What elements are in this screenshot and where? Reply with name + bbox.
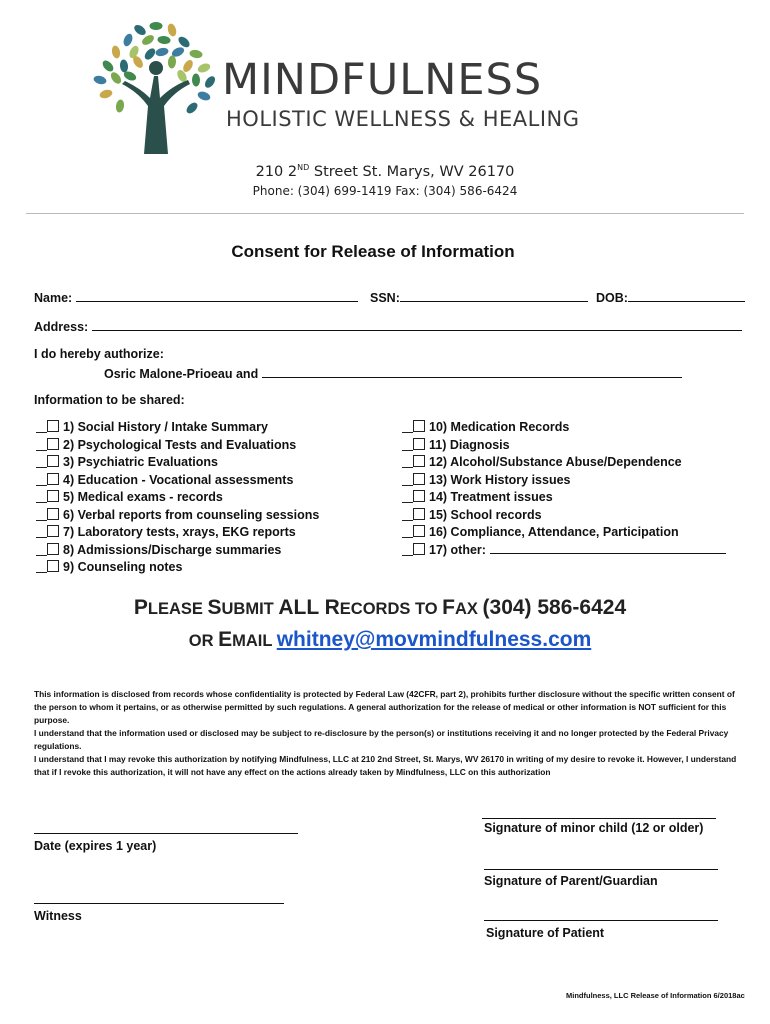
form-title: Consent for Release of Information <box>231 242 515 261</box>
info-checkbox-item[interactable] <box>47 542 281 560</box>
checkbox-label: 1) Social History / Intake Summary <box>63 420 268 434</box>
form-footer: Mindfulness, LLC Release of Information 6/2018ac <box>566 991 745 1000</box>
dob-field[interactable]: DOB: <box>596 290 745 305</box>
legal-notice <box>34 688 740 779</box>
checkbox-label: 8) Admissions/Discharge summaries <box>63 542 282 557</box>
checkbox[interactable] <box>47 525 59 537</box>
brand-tagline: HOLISTIC WELLNESS & HEALING <box>226 107 580 131</box>
checkbox[interactable] <box>47 508 59 520</box>
ssn-field[interactable]: SSN: <box>370 290 588 305</box>
logo-leaf <box>140 33 155 47</box>
info-checkbox-item[interactable] <box>47 419 268 437</box>
info-shared-label: Information to be shared: <box>34 393 185 407</box>
authorize-label: I do hereby authorize: <box>34 347 164 361</box>
logo-leaf <box>192 73 200 86</box>
info-checkbox-item[interactable] <box>413 507 542 525</box>
info-checkbox-item[interactable] <box>47 559 182 577</box>
checkbox[interactable] <box>413 543 425 555</box>
checkbox-label: 14) Treatment issues <box>429 490 553 504</box>
checkbox[interactable] <box>413 525 425 537</box>
logo-leaf <box>119 59 128 73</box>
date-label: Date (expires 1 year) <box>34 839 157 853</box>
checkbox[interactable] <box>413 438 425 450</box>
checkbox[interactable] <box>413 473 425 485</box>
checkbox[interactable] <box>47 455 59 467</box>
info-checkbox-item[interactable] <box>47 437 296 455</box>
checkbox-label: 3) Psychiatric Evaluations <box>63 455 218 469</box>
checkbox-label: 13) Work History issues <box>429 472 571 487</box>
name-field[interactable]: Name: <box>34 290 358 305</box>
checkbox[interactable] <box>47 420 59 432</box>
info-checkbox-item[interactable] <box>47 507 319 525</box>
checkbox-label: 2) Psychological Tests and Evaluations <box>63 437 297 452</box>
logo-leaf <box>93 74 108 85</box>
logo-leaf <box>197 90 212 102</box>
guardian-signature-label: Signature of Parent/Guardian <box>484 874 658 888</box>
header-divider <box>26 213 744 214</box>
minor-signature-line[interactable] <box>482 818 716 819</box>
logo-leaf <box>99 88 114 99</box>
checkbox-label: 15) School records <box>429 507 542 522</box>
witness-signature-line[interactable] <box>34 903 284 904</box>
logo-leaf <box>176 35 191 50</box>
checkbox[interactable] <box>413 508 425 520</box>
checkbox-label: 4) Education - Vocational assessments <box>63 472 294 487</box>
witness-label: Witness <box>34 909 82 923</box>
checkbox-label: 17) other: <box>429 542 486 557</box>
info-checkbox-item[interactable] <box>413 454 682 472</box>
info-checkbox-item[interactable] <box>47 524 296 542</box>
logo-leaf <box>196 62 211 74</box>
info-checkbox-item[interactable] <box>413 472 571 490</box>
legal-paragraph: This information is disclosed from records whose confidentiality is protected by Federal Law (42CFR, part 2), prohibits further disclosure without the specific written consent of the person to whom it pertains, or as otherwise permitted by such regulations. A general authorization for the release of medical or other information is NOT sufficient for this purpose. <box>34 689 735 725</box>
brand-name: MINDFULNESS <box>222 55 543 105</box>
logo-leaf <box>109 70 123 85</box>
info-checkbox-item[interactable] <box>413 542 726 560</box>
checkbox-label: 16) Compliance, Attendance, Participation <box>429 525 679 539</box>
minor-signature-label: Signature of minor child (12 or older) <box>484 821 704 835</box>
checkbox-label: 6) Verbal reports from counseling sessions <box>63 507 320 522</box>
clinic-address: 210 2ND Street St. Marys, WV 26170 <box>255 163 515 180</box>
logo-leaf <box>111 45 121 59</box>
logo-leaf <box>168 55 177 69</box>
logo-leaf <box>185 101 200 116</box>
authorize-party-field[interactable]: Osric Malone-Prioeau and <box>104 366 682 381</box>
logo-leaf <box>143 46 158 61</box>
info-checkbox-item[interactable] <box>47 454 218 472</box>
checkbox[interactable] <box>47 560 59 572</box>
logo-leaf <box>132 23 147 37</box>
submit-email-line: OR EMAIL whitney@movmindfulness.com <box>188 628 592 651</box>
address-field[interactable]: Address: <box>34 319 742 334</box>
legal-paragraph: I understand that the information used or disclosed may be subject to re-disclosure by the person(s) or institutions receiving it and no longer protected by the Federal Privacy regulations. <box>34 728 729 751</box>
checkbox[interactable] <box>47 490 59 502</box>
date-signature-line[interactable] <box>34 833 298 834</box>
logo-leaf <box>189 49 203 59</box>
other-field[interactable] <box>490 542 726 554</box>
checkbox-label: 9) Counseling notes <box>63 560 183 574</box>
submit-instructions: PLEASE SUBMIT ALL RECORDS TO FAX (304) 586-6424 <box>133 596 627 619</box>
info-checkbox-item[interactable] <box>413 489 553 507</box>
checkbox[interactable] <box>47 543 59 555</box>
checkbox[interactable] <box>47 473 59 485</box>
logo-leaf <box>203 74 217 89</box>
logo-leaf <box>157 35 171 44</box>
info-checkbox-item[interactable] <box>413 524 679 542</box>
checkbox[interactable] <box>413 455 425 467</box>
patient-signature-line[interactable] <box>484 920 718 921</box>
checkbox-label: 12) Alcohol/Substance Abuse/Dependence <box>429 455 682 469</box>
info-checkbox-item[interactable] <box>413 437 510 455</box>
checkbox-label: 11) Diagnosis <box>429 437 510 452</box>
checkbox-label: 10) Medication Records <box>429 420 570 434</box>
legal-paragraph: I understand that I may revoke this authorization by notifying Mindfulness, LLC at 210 2nd Street, St. Marys, WV 26170 in writing of my desire to revoke it. However, I understand that if I revoke this authorization, it will not have any effect on the actions already taken by Mindfulness, LLC on this authorization <box>34 754 737 777</box>
logo-leaf <box>115 99 125 113</box>
email-link[interactable]: whitney@movmindfulness.com <box>276 628 592 651</box>
logo-leaf <box>155 47 169 58</box>
info-checkbox-item[interactable] <box>47 489 223 507</box>
logo-leaf <box>101 59 116 74</box>
clinic-phone-fax: Phone: (304) 699-1419 Fax: (304) 586-6424 <box>252 184 518 198</box>
patient-signature-label: Signature of Patient <box>486 926 605 940</box>
logo-leaf <box>150 22 163 30</box>
logo-leaf <box>166 23 177 38</box>
guardian-signature-line[interactable] <box>484 869 718 870</box>
info-checkbox-item[interactable] <box>47 472 293 490</box>
checkbox[interactable] <box>413 490 425 502</box>
mindfulness-tree-logo <box>92 18 222 154</box>
checkbox-label: 5) Medical exams - records <box>63 490 223 504</box>
checkbox-label: 7) Laboratory tests, xrays, EKG reports <box>63 525 296 539</box>
info-checkbox-item[interactable] <box>413 419 569 437</box>
logo-leaf <box>122 32 134 47</box>
checkbox[interactable] <box>413 420 425 432</box>
checkbox[interactable] <box>47 438 59 450</box>
